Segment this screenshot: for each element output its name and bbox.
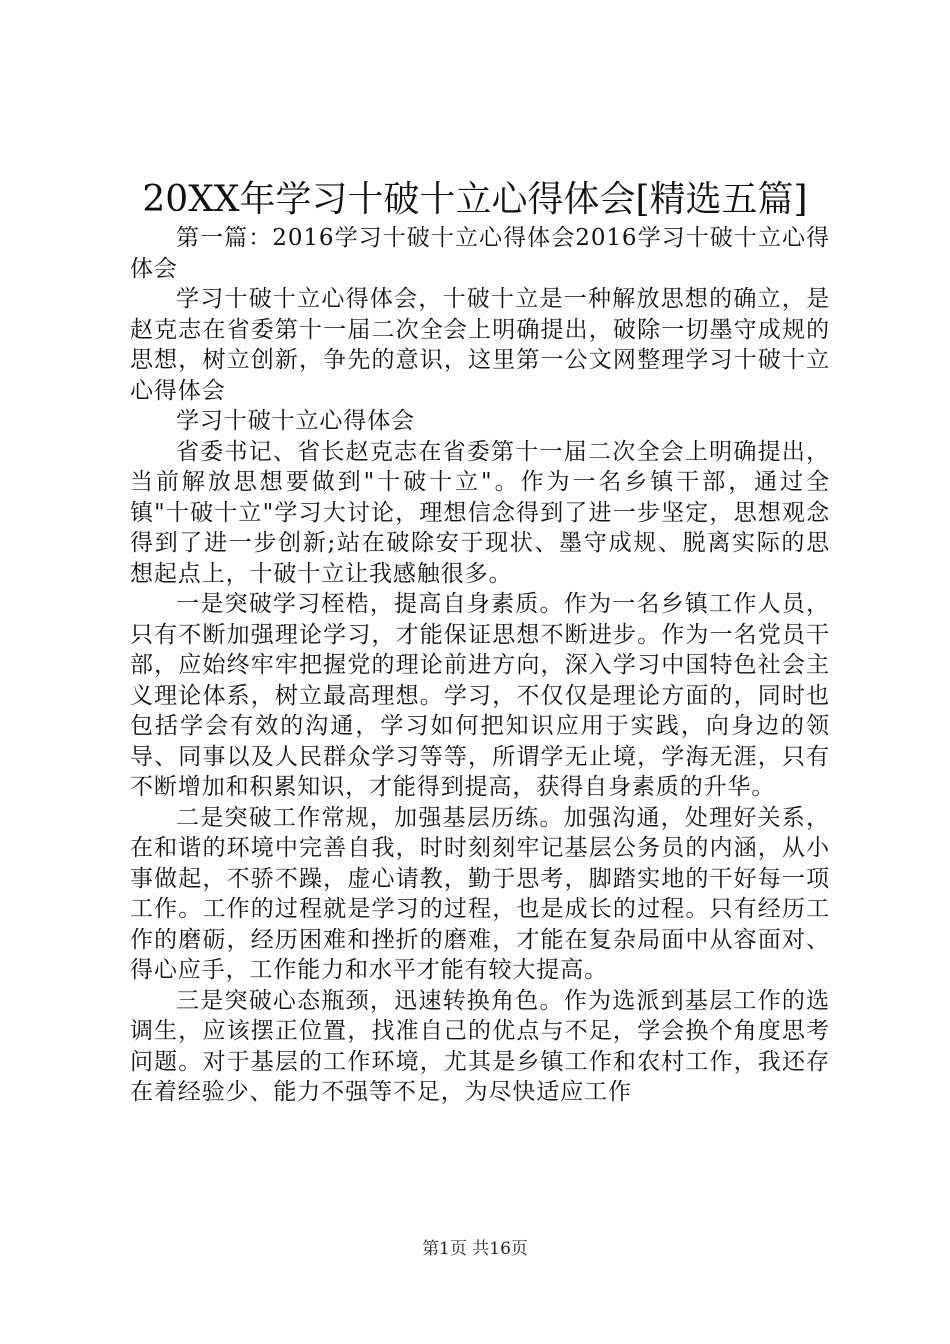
document-title: 20XX年学习十破十立心得体会[精选五篇] xyxy=(142,179,808,220)
paragraph-1: 第一篇：2016学习十破十立心得体会2016学习十破十立心得体会 xyxy=(130,225,830,282)
paragraph-2: 学习十破十立心得体会，十破十立是一种解放思想的确立，是赵克志在省委第十一届二次全会上明确提出，破除一切墨守成规的思想，树立创新，争先的意识，这里第一公文网整理学习十破十立心得体会 xyxy=(130,286,830,404)
paragraph-5: 一是突破学习桎梏，提高自身素质。作为一名乡镇工作人员，只有不断加强理论学习，才能保证思想不断进步。作为一名党员干部，应始终牢牢把握党的理论前进方向，深入学习中国特色社会主义理论体系，树立最高理想。学习，不仅仅是理论方面的，同时也包括学会有效的沟通，学习如何把知识应用于实践，向身边的领导、同事以及人民群众学习等等，所谓学无止境，学海无涯，只有不断增加和积累知识，才能得到提高，获得自身素质的升华。 xyxy=(130,591,830,800)
paragraph-6: 二是突破工作常规，加强基层历练。加强沟通，处理好关系，在和谐的环境中完善自我，时时刻刻牢记基层公务员的内涵，从小事做起，不骄不躁，虚心请教，勤于思考，脚踏实地的干好每一项工作。工作的过程就是学习的过程，也是成长的过程。只有经历工作的磨砺，经历困难和挫折的磨难，才能在复杂局面中从容面对、得心应手，工作能力和水平才能有较大提高。 xyxy=(130,804,830,983)
document-body xyxy=(130,223,830,1108)
paragraph-3: 学习十破十立心得体会 xyxy=(176,408,415,434)
paragraph-7: 三是突破心态瓶颈，迅速转换角色。作为选派到基层工作的选调生，应该摆正位置，找准自己的优点与不足，学会换个角度思考问题。对于基层的工作环境，尤其是乡镇工作和农村工作，我还存在着经验少、能力不强等不足，为尽快适应工作 xyxy=(130,987,830,1105)
page-number-footer: 第1页 共16页 xyxy=(422,1239,528,1259)
paragraph-4: 省委书记、省长赵克志在省委第十一届二次全会上明确提出，当前解放思想要做到"十破十立"。作为一名乡镇干部，通过全镇"十破十立"学习大讨论，理想信念得到了进一步坚定，思想观念得到了进一步创新;站在破除安于现状、墨守成规、脱离实际的思想起点上，十破十立让我感触很多。 xyxy=(130,438,830,587)
